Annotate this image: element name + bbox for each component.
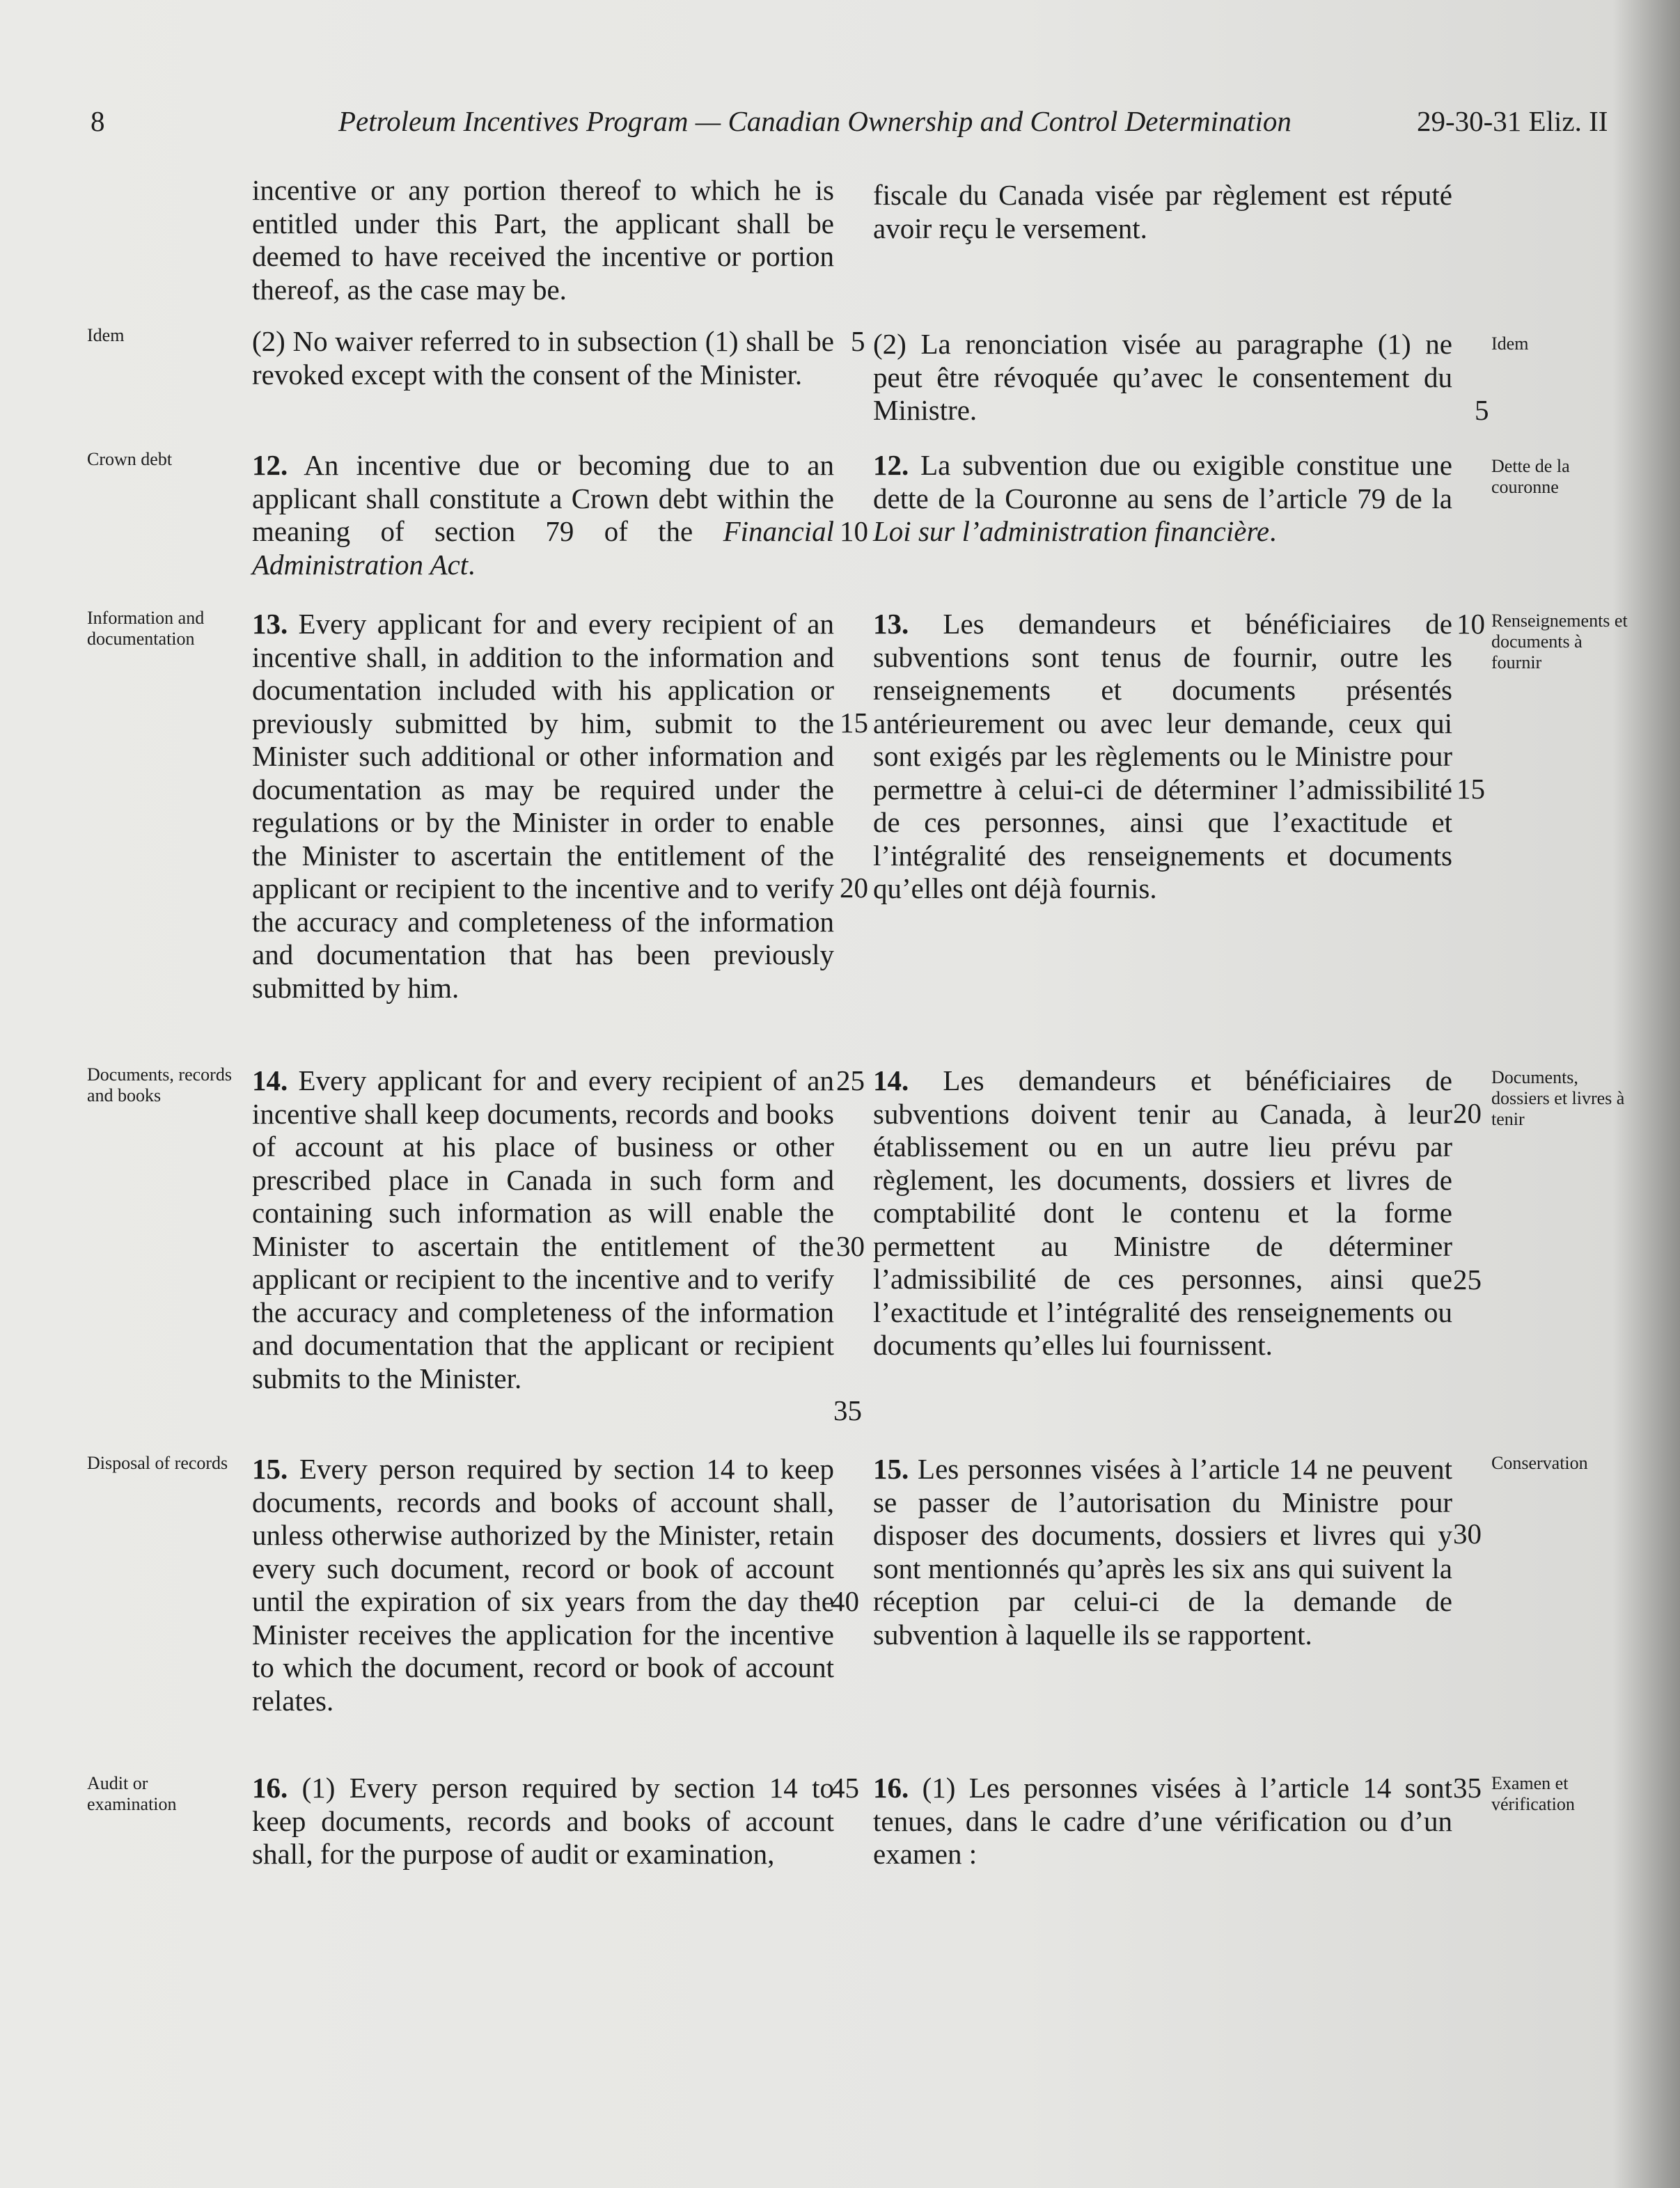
page-number: 8 [91, 105, 105, 137]
margin-note-en: Audit or examination [87, 1773, 177, 1814]
margin-note-en: Documents, records and books [87, 1064, 232, 1105]
fr-line-number: 15 [1457, 773, 1485, 805]
en-line-number: 5 [851, 325, 865, 357]
fr-para-12: 12. La subvention due ou exigible constitue une dette de la Couronne au sens de l’article 79 de la Loi sur l’administration financière. [873, 449, 1453, 547]
fr-line-number: 5 [1475, 394, 1489, 426]
fr-line-number: 30 [1453, 1518, 1482, 1550]
margin-note-fr: Dette de la couronne [1491, 456, 1570, 497]
margin-note-en: Information and documentation [87, 608, 205, 649]
en-para-15: 15. Every person required by section 14 to keep documents, records and books of account shall, unless otherwise authorized by the Minister, retain every such document, record or book of account until the expiration of six years from the day the Minister receives the application for the incentive to which the document, record or book of account relates. [252, 1453, 835, 1717]
en-line-number: 25 [836, 1064, 865, 1096]
en-para-13: 13. Every applicant for and every recipient of an incentive shall, in addition to the information and documentation included with his application or previously submitted by him, submit to the Minister such additional or other information and documentation as may be required under the regulations or by the Minister in order to enable the Minister to ascertain the entitlement of the applicant or recipient to the incentive and to verify the accuracy and completeness of the information and documentation that has been previously submitted by him. [252, 608, 834, 1004]
fr-para-14: 14. Les demandeurs et bénéficiaires de subventions doivent tenir au Canada, à leur établissement ou en un autre lieu prévu par règlement, les documents, dossiers et livres de comptabilité dont le contenu et la forme permettent au Ministre de déterminer l’admissibilité de ces personnes, ainsi que l’exactitude et l’intégralité des renseignements ou documents qu’elles lui fournissent. [873, 1064, 1452, 1361]
regnal-year: 29-30-31 Eliz. II [1417, 105, 1608, 137]
en-para-11-2: (2) No waiver referred to in subsection (1) shall be revoked except with the consent of the Minister. [252, 325, 834, 391]
en-line-number: 35 [833, 1394, 862, 1426]
en-line-number: 40 [831, 1585, 859, 1617]
margin-note-en: Idem [87, 325, 125, 345]
en-line-number: 30 [836, 1230, 865, 1262]
en-para-14: 14. Every applicant for and every recipient of an incentive shall keep documents, records and books of account at his place of business or other prescribed place in Canada in such form and containing such information as will enable the Minister to ascertain the entitlement of the applicant or recipient to the incentive and to verify the accuracy and completeness of the information and documentation that the applicant or recipient submits to the Minister. [252, 1064, 834, 1394]
margin-note-fr: Conservation [1491, 1453, 1588, 1473]
en-line-number: 20 [840, 872, 868, 904]
fr-para-11-2: (2) La renonciation visée au paragraphe (1) ne peut être révoquée qu’avec le consentement du Ministre. [873, 328, 1452, 426]
fr-para-13: 13. Les demandeurs et bénéficiaires de subventions sont tenus de fournir, outre les renseignements et documents présentés antérieurement ou avec leur demande, ceux qui sont exigés par les règlements ou le Ministre pour permettre à celui-ci de déterminer l’admissibilité de ces personnes, ainsi que l’exactitude et l’intégralité des renseignements et documents qu’elles ont déjà fournis. [873, 608, 1452, 904]
margin-note-en: Crown debt [87, 449, 173, 469]
fr-para-16-1: 16. (1) Les personnes visées à l’article 14 sont tenues, dans le cadre d’une vérification ou d’un examen : [873, 1772, 1453, 1870]
fr-para-11-1-cont: fiscale du Canada visée par règlement est réputé avoir reçu le versement. [873, 179, 1452, 244]
margin-note-fr: Renseignements et documents à fournir [1491, 611, 1628, 672]
en-para-12: 12. An incentive due or becoming due to an applicant shall constitute a Crown debt within the meaning of section 79 of the Financial Administration Act. [252, 449, 834, 581]
en-line-number: 15 [840, 707, 868, 739]
en-line-number: 45 [831, 1772, 859, 1804]
fr-line-number: 10 [1457, 608, 1485, 640]
fr-para-15: 15. Les personnes visées à l’article 14 ne peuvent se passer de l’autorisation du Ministre pour disposer des documents, dossiers et livres qui y sont mentionnés qu’après les six ans qui suivent la réception par celui-ci de la demande de subvention à laquelle ils se rapportent. [873, 1453, 1452, 1651]
fr-line-number: 35 [1453, 1772, 1482, 1804]
margin-note-en: Disposal of records [87, 1453, 228, 1473]
margin-note-fr: Idem [1491, 333, 1529, 354]
fr-line-number: 20 [1453, 1097, 1482, 1129]
margin-note-fr: Examen et vérification [1491, 1773, 1575, 1814]
margin-note-fr: Documents, dossiers et livres à tenir [1491, 1067, 1625, 1129]
en-para-16-1: 16. (1) Every person required by section 14 to keep documents, records and books of account shall, for the purpose of audit or examination, [252, 1772, 834, 1870]
fr-line-number: 25 [1453, 1264, 1482, 1296]
running-title: Petroleum Incentives Program — Canadian Ownership and Control Determination [338, 105, 1292, 137]
en-line-number: 10 [840, 515, 868, 547]
en-para-11-1-cont: incentive or any portion thereof to which he is entitled under this Part, the applicant shall be deemed to have received the incentive or portion thereof, as the case may be. [252, 174, 834, 306]
